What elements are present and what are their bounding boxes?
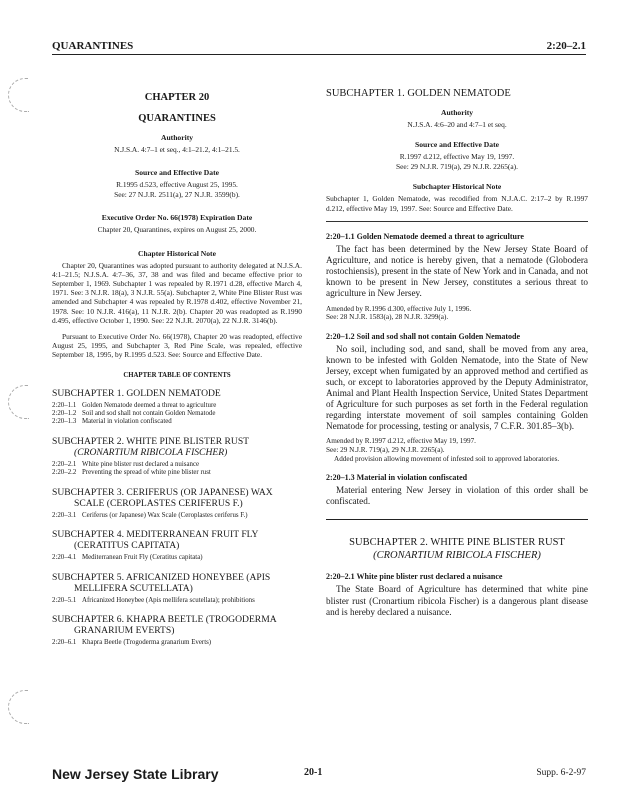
toc-entry	[52, 402, 302, 410]
punch-hole-mark	[8, 385, 29, 419]
toc-subchapter-title: SUBCHAPTER 3. CERIFERUS (OR JAPANESE) WAX	[52, 486, 273, 498]
toc-entry-title: Soil and sod shall not contain Golden Nematode	[82, 410, 216, 418]
chapter-name: QUARANTINES	[138, 113, 216, 124]
toc-entry-number: 2:20–2.1	[52, 460, 77, 468]
toc-subchapter-heading	[52, 614, 302, 636]
section-body: The fact has been determined by the New Jersey State Board of Agriculture, and notice is hereby given, that a nematode (Globodera rostochiensis), present in the state of New York and in Canada, and not known to be present in New Jersey, constitutes a serious threat to agriculture in New Jersey.	[326, 244, 588, 299]
toc-subchapter-title: SUBCHAPTER 5. AFRICANIZED HONEYBEE (APIS	[52, 571, 271, 583]
toc-entry-title: Material in violation confiscated	[82, 418, 172, 426]
history-label: Subchapter Historical Note	[412, 182, 502, 192]
toc-entry-title: Mediterranean Fruit Fly (Ceratitus capitata)	[82, 554, 203, 562]
toc-subchapter-heading	[52, 388, 302, 399]
toc-entry	[52, 410, 302, 418]
amendment-note: Amended by R.1996 d.300, effective July 1, 1996.	[326, 304, 472, 313]
section-body: No soil, including sod, and sand, shall be moved from any area, known to be infested with Golden Nematode, into the State of New Jersey, except when fumigated by an approved method and certified as such, or except to laboratories approved by the Deputy Administrator, Animal and Plant Health Inspection Service, United States Department of Agriculture for such purposes as set forth in the Federal regulation regarding interstate movement of soil samples containing Golden Nematode for processing, testing or analysis, 7 C.F.R. 301.85–3(b).	[326, 343, 588, 432]
toc-subchapter-heading	[52, 487, 302, 509]
toc-entry-number: 2:20–2.2	[52, 469, 77, 477]
expiration-text: Chapter 20, Quarantines, expires on August 25, 2000.	[97, 225, 257, 235]
source-text: See: 27 N.J.R. 2511(a), 27 N.J.R. 3599(b).	[114, 189, 240, 199]
toc-entry-number: 2:20–6.1	[52, 638, 77, 646]
history-paragraph: Pursuant to Executive Order No. 66(1978), Chapter 20 was readopted, effective August 25, 1995, and Subchapter 3, Red Pine Scale, was repealed, effective September 18, 1995, by R.1995 d.523. See: Source and Effective Date.	[52, 332, 302, 360]
toc-subchapter-subtitle: (CRONARTIUM RIBICOLA FISCHER)	[74, 446, 228, 458]
section-heading: 2:20–1.2 Soil and sod shall not contain Golden Nematode	[326, 331, 521, 341]
toc-subchapter-heading	[52, 436, 302, 458]
source-label: Source and Effective Date	[134, 168, 219, 178]
authority-label: Authority	[160, 133, 194, 142]
toc-subchapter-heading	[52, 529, 302, 551]
history-label: Chapter Historical Note	[138, 248, 216, 258]
toc-entry	[52, 512, 302, 520]
running-header-section: 2:20–2.1	[546, 40, 586, 52]
expiration-label: Executive Order No. 66(1978) Expiration Date	[101, 213, 253, 223]
toc-entry	[52, 639, 302, 647]
amendment-note: Amended by R.1997 d.212, effective May 19, 1997.	[326, 437, 476, 446]
authority-label: Authority	[440, 108, 474, 117]
toc-entry-title: Golden Nematode deemed a threat to agriculture	[82, 401, 217, 409]
amendment-note: Added provision allowing movement of infested soil to approved laboratories.	[334, 454, 560, 463]
subchapter-1-title: SUBCHAPTER 1. GOLDEN NEMATODE	[326, 88, 511, 99]
section-heading: 2:20–1.1 Golden Nematode deemed a threat to agriculture	[326, 232, 524, 242]
toc-entry-title: Khapra Beetle (Trogoderma granarium Everts)	[82, 638, 212, 646]
page-footer	[52, 762, 586, 782]
toc-subchapter-subtitle: SCALE (CEROPLASTES CERIFERUS F.)	[74, 497, 243, 509]
section-heading: 2:20–2.1 White pine blister rust declared a nuisance	[326, 572, 503, 582]
punch-hole-mark	[8, 78, 29, 112]
toc-subchapter-title: SUBCHAPTER 4. MEDITERRANEAN FRUIT FLY	[52, 529, 259, 541]
toc-subchapter-heading	[52, 572, 302, 594]
history-text: Subchapter 1, Golden Nematode, was recodified from N.J.A.C. 2:17–2 by R.1997 d.212, effective May 19, 1997. See: Source and Effective Date.	[326, 194, 588, 213]
page-number: 20-1	[304, 767, 323, 778]
toc-entry-number: 2:20–1.2	[52, 410, 77, 418]
source-text: See: 29 N.J.R. 719(a), 29 N.J.R. 2265(a).	[396, 161, 518, 171]
toc-entry-title: White pine blister rust declared a nuisance	[82, 460, 200, 468]
toc-entry-number: 2:20–1.3	[52, 418, 77, 426]
divider	[326, 519, 588, 520]
toc-entry-title: Ceriferus (or Japanese) Wax Scale (Ceroplastes ceriferus F.)	[82, 511, 248, 519]
toc-entry	[52, 554, 302, 562]
section-body: Material entering New Jersey in violation of this order shall be confiscated.	[326, 485, 588, 507]
source-text: R.1997 d.212, effective May 19, 1997.	[399, 152, 515, 162]
authority-text: N.J.S.A. 4:7–1 et seq., 4:1–21.2, 4:1–21.5.	[114, 145, 240, 154]
running-header	[52, 38, 586, 55]
source-label: Source and Effective Date	[414, 140, 499, 150]
toc-entry	[52, 597, 302, 605]
punch-hole-mark	[8, 690, 29, 724]
toc-subchapter-subtitle: GRANARIUM EVERTS)	[74, 624, 175, 636]
toc-entry-number: 2:20–4.1	[52, 554, 77, 562]
section-heading: 2:20–1.3 Material in violation confiscated	[326, 473, 468, 483]
left-column	[52, 88, 302, 647]
table-of-contents	[52, 388, 302, 648]
toc-subchapter-subtitle: (CERATITUS CAPITATA)	[74, 540, 180, 552]
running-header-title: QUARANTINES	[52, 40, 134, 52]
toc-subchapter-title: SUBCHAPTER 1. GOLDEN NEMATODE	[52, 387, 221, 399]
history-paragraph: Chapter 20, Quarantines was adopted pursuant to authority delegated at N.J.S.A. 4:1–21.5; N.J.S.A. 4:7–36, 37, 38 and was filed and became effective prior to September 1, 1969. Subchapter 1 was repealed by R.1971 d.28, effective March 4, 1971. See: 3 N.J.R. 18(a), 3 N.J.R. 55(a). Subchapter 2, White Pine Blister Rust was amended and Subchapter 4 was repealed by R.1978 d.402, effective November 21, 1978. See: 10 N.J.R. 416(a), 11 N.J.R. 2(b). Chapter 20 was readopted as R.1990 d.495, effective October 1, 1990. See: 22 N.J.R. 2070(a), 22 N.J.R. 3146(b).	[52, 260, 302, 325]
subchapter-2-subtitle: (CRONARTIUM RIBICOLA FISCHER)	[373, 550, 541, 562]
toc-entry	[52, 461, 302, 469]
toc-entry-title: Preventing the spread of white pine blister rust	[82, 469, 211, 477]
divider	[326, 221, 588, 222]
source-text: R.1995 d.523, effective August 25, 1995.	[116, 180, 238, 190]
toc-subchapter-subtitle: MELLIFERA SCUTELLATA)	[74, 582, 193, 594]
toc-entry	[52, 469, 302, 477]
section-body: The State Board of Agriculture has determined that white pine blister rust (Cronartium ribicola Fischer) is a dangerous plant disease and is hereby declared a nuisance.	[326, 584, 588, 617]
toc-entry-number: 2:20–3.1	[52, 511, 77, 519]
library-stamp: New Jersey State Library	[52, 766, 219, 782]
toc-subchapter-title: SUBCHAPTER 6. KHAPRA BEETLE (TROGODERMA	[52, 613, 277, 625]
toc-entry-title: Africanized Honeybee (Apis mellifera scutellata); prohibitions	[82, 596, 255, 604]
amendment-note: See: 29 N.J.R. 719(a), 29 N.J.R. 2265(a).	[326, 446, 445, 455]
toc-entry-number: 2:20–5.1	[52, 596, 77, 604]
toc-entry	[52, 418, 302, 426]
toc-entry-number: 2:20–1.1	[52, 401, 77, 409]
toc-subchapter-title: SUBCHAPTER 2. WHITE PINE BLISTER RUST	[52, 435, 250, 447]
amendment-note: See: 28 N.J.R. 1583(a), 28 N.J.R. 3299(a).	[326, 313, 449, 322]
toc-heading: CHAPTER TABLE OF CONTENTS	[123, 371, 231, 379]
right-column	[326, 88, 588, 618]
authority-text: N.J.S.A. 4:6–20 and 4:7–1 et seq.	[407, 120, 507, 129]
subchapter-2-title: SUBCHAPTER 2. WHITE PINE BLISTER RUST	[349, 537, 565, 549]
supplement-date: Supp. 6-2-97	[536, 768, 586, 778]
chapter-number: CHAPTER 20	[144, 92, 210, 103]
